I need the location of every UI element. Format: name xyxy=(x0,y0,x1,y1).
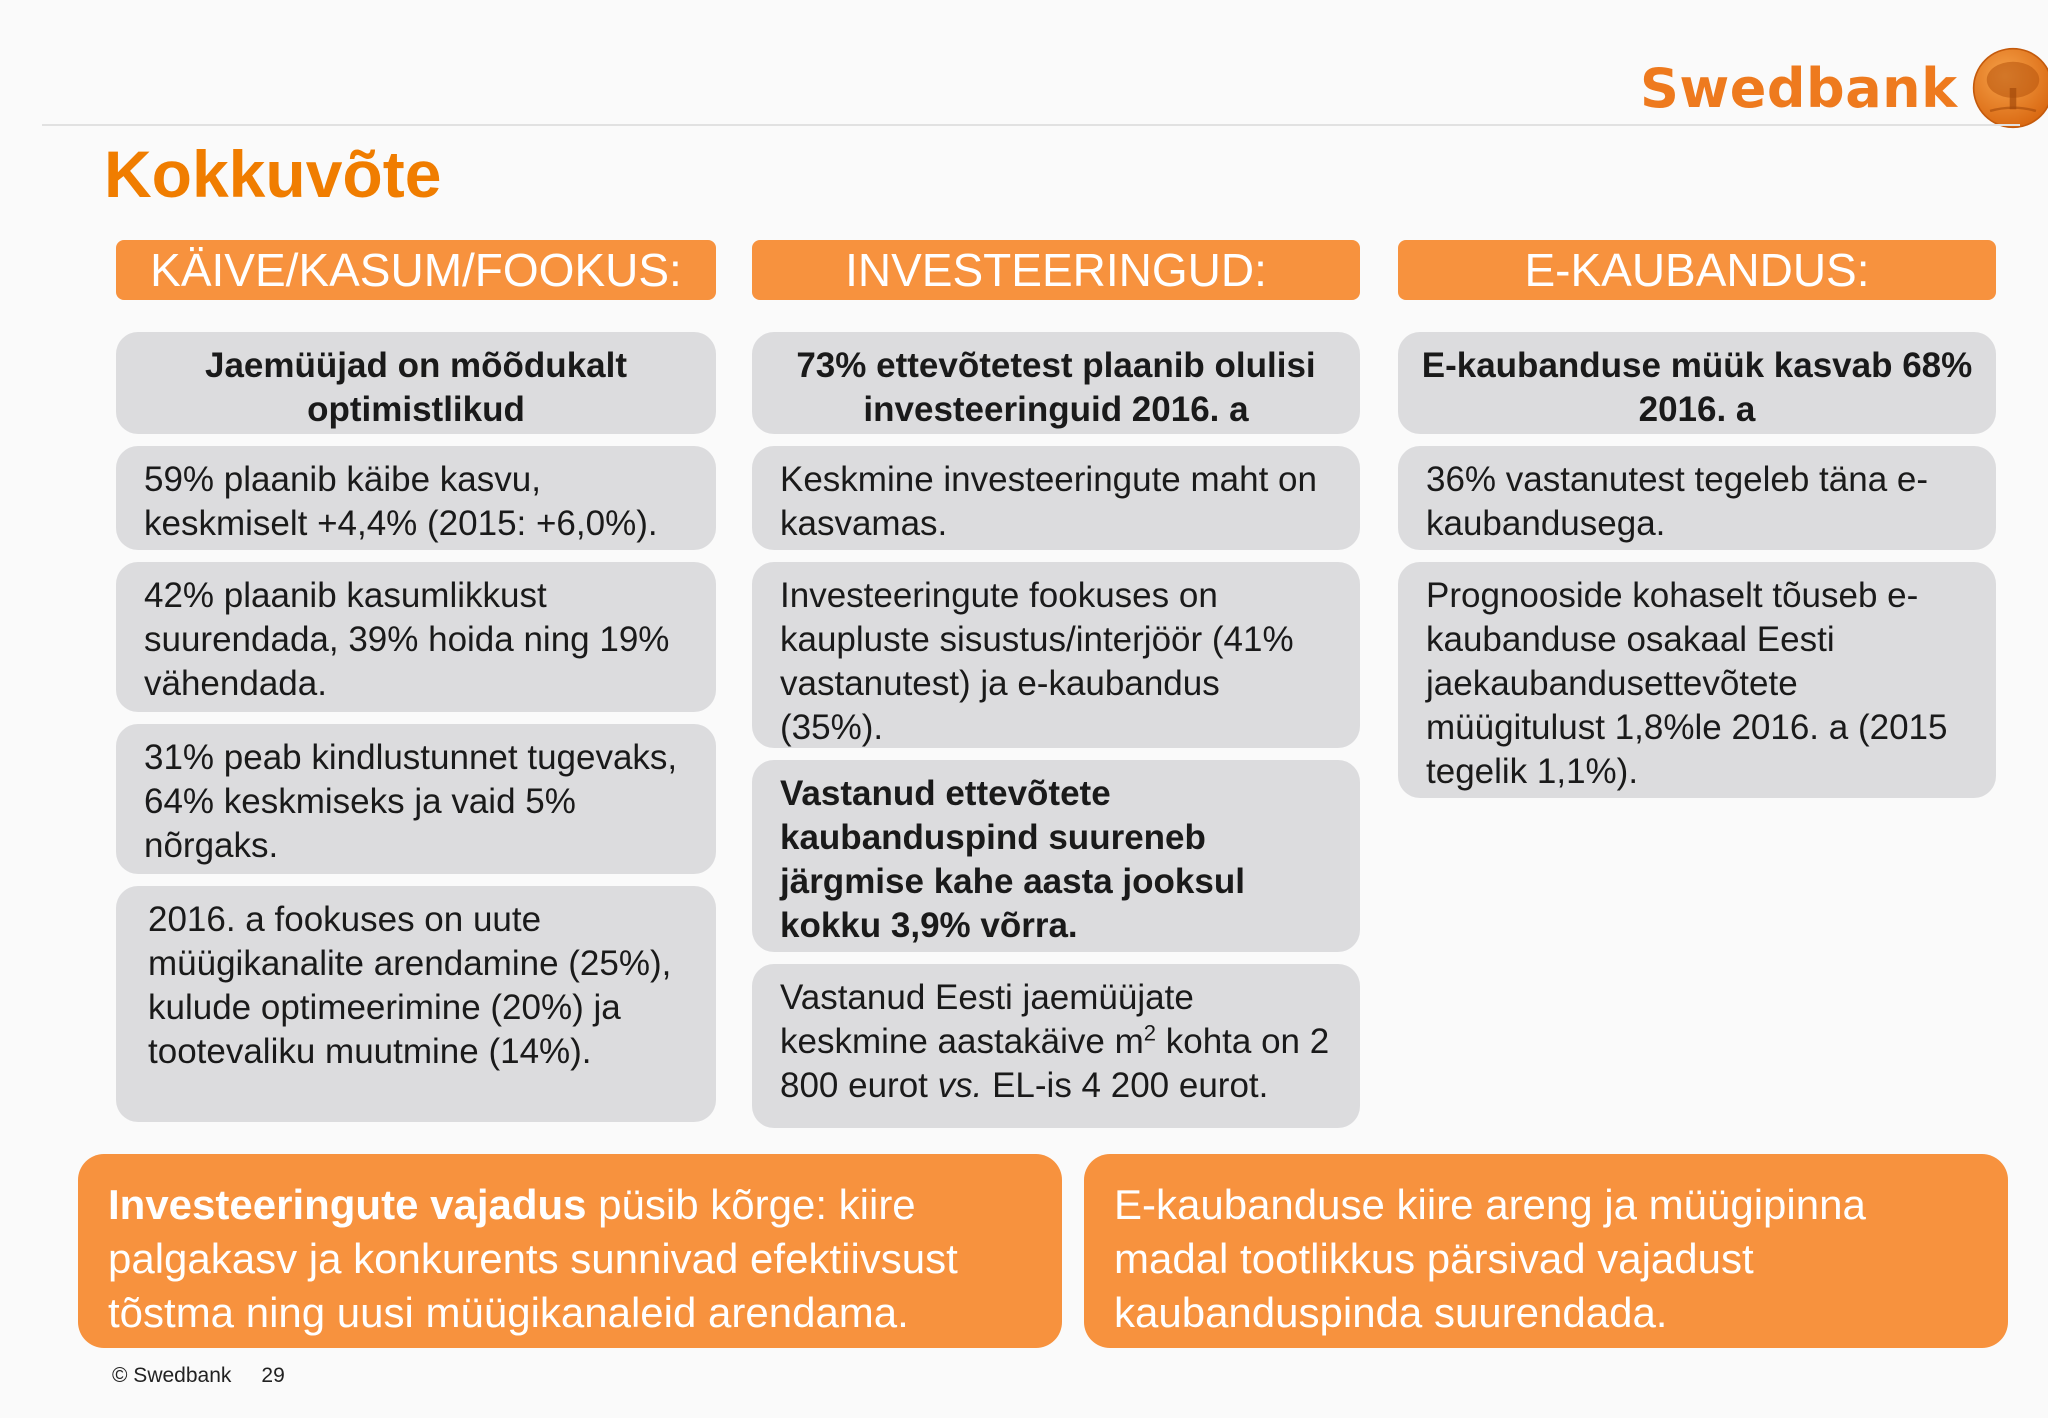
footer xyxy=(112,1364,285,1388)
turnover-text-italic: vs. xyxy=(937,1066,983,1105)
column-investeeringud xyxy=(752,240,1360,1140)
lead-card: 73% ettevõtetest plaanib olulisi investeeringuid 2016. a xyxy=(752,332,1360,434)
turnover-text-1: Vastanud Eesti jaemüüjate keskmine aastakäive m xyxy=(780,978,1194,1061)
info-card-turnover xyxy=(752,964,1360,1128)
info-card: 36% vastanutest tegeleb täna e-kaubandusega. xyxy=(1398,446,1996,550)
page-title: Kokkuvõte xyxy=(104,137,442,211)
brand-name: Swedbank xyxy=(1640,56,1958,120)
conclusion-text: püsib kõrge: kiire palgakasv ja konkurents sunnivad efektiivsust tõstma ning uusi müügikanaleid arendama. xyxy=(108,1181,958,1336)
oak-tree-icon xyxy=(1972,47,2048,129)
copyright: © Swedbank xyxy=(112,1364,232,1387)
turnover-text-3: EL-is 4 200 eurot. xyxy=(982,1066,1269,1105)
column-header: INVESTEERINGUD: xyxy=(752,240,1360,300)
superscript-2: 2 xyxy=(1143,1020,1157,1046)
highlight-card: Vastanud ettevõtete kaubanduspind suureneb järgmise kahe aasta jooksul kokku 3,9% võrra. xyxy=(752,760,1360,952)
info-card: Prognooside kohaselt tõuseb e-kaubanduse osakaal Eesti jaekaubandusettevõtete müügitulust 1,8%le 2016. a (2015 tegelik 1,1%). xyxy=(1398,562,1996,798)
conclusion-box-ecommerce: E-kaubanduse kiire areng ja müügipinna madal tootlikkus pärsivad vajadust kaubanduspinda suurendada. xyxy=(1084,1154,2008,1348)
conclusion-bold: Investeeringute vajadus xyxy=(108,1181,587,1228)
column-header: KÄIVE/KASUM/FOOKUS: xyxy=(116,240,716,300)
column-header: E-KAUBANDUS: xyxy=(1398,240,1996,300)
info-card: Investeeringute fookuses on kaupluste sisustus/interjöör (41% vastanutest) ja e-kaubandus (35%). xyxy=(752,562,1360,748)
info-card: Keskmine investeeringute maht on kasvamas. xyxy=(752,446,1360,550)
info-card: 59% plaanib käibe kasvu, keskmiselt +4,4% (2015: +6,0%). xyxy=(116,446,716,550)
turnover-text-2: kohta on 2 800 eurot xyxy=(780,1022,1330,1105)
lead-card: Jaemüüjad on mõõdukalt optimistlikud xyxy=(116,332,716,434)
info-card: 42% plaanib kasumlikkust suurendada, 39% hoida ning 19% vähendada. xyxy=(116,562,716,712)
info-card: 31% peab kindlustunnet tugevaks, 64% keskmiseks ja vaid 5% nõrgaks. xyxy=(116,724,716,874)
column-kaive-kasum-fookus xyxy=(116,240,716,1134)
column-e-kaubandus xyxy=(1398,240,1996,810)
page-number: 29 xyxy=(261,1364,285,1387)
lead-card: E-kaubanduse müük kasvab 68% 2016. a xyxy=(1398,332,1996,434)
conclusion-box-investments xyxy=(78,1154,1062,1348)
header-divider xyxy=(42,124,2020,126)
swedbank-logo xyxy=(1640,38,2048,138)
info-card: 2016. a fookuses on uute müügikanalite arendamine (25%), kulude optimeerimine (20%) ja tootevaliku muutmine (14%). xyxy=(116,886,716,1122)
